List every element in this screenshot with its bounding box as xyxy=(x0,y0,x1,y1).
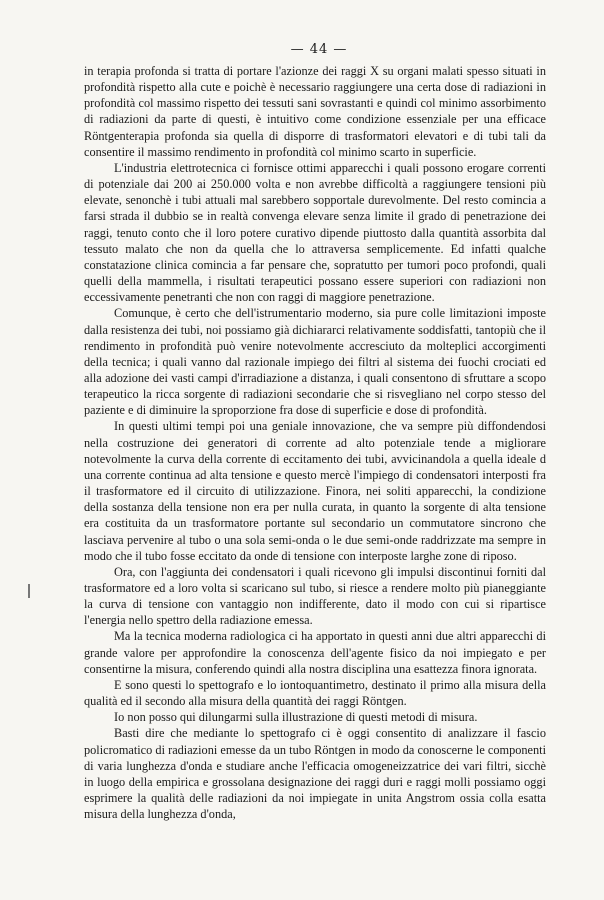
paragraph: Io non posso qui dilungarmi sulla illustrazione di questi metodi di misura. xyxy=(114,710,478,725)
page-number: — 44 — xyxy=(290,42,348,57)
paragraph: Basti dire che mediante lo spettografo ci è oggi consentito di analizzare il fascio policromatico di radiazioni emesse da un tubo Röntgen in modo da conoscerne le componenti di varia lunghezza d'onda e studiare anche l'efficacia omogeneizzatrice dei vari filtri, sicchè in luogo della empirica e grossolana designazione dei raggi duri e raggi molli possiamo oggi esprimere la qualità delle radiazioni da noi impiegate in unita Angstrom ossia colla esatta misura della lunghezza d'onda, xyxy=(84,726,546,822)
body-text xyxy=(84,63,546,822)
paragraph: E sono questi lo spettografo e lo iontoquantimetro, destinato il primo alla misura della qualità ed il secondo alla misura della quantità dei raggi Röntgen. xyxy=(84,677,546,709)
scan-margin-mark xyxy=(28,584,30,598)
paragraph: L'industria elettrotecnica ci fornisce ottimi apparecchi i quali possono erogare correnti di potenziale dai 200 ai 250.000 volta e non avrebbe difficoltà a raggiungere tensioni più elevate, senonchè i tubi attuali mal sarebbero sopportale durevolmente. Del resto comincia a farsi strada il dubbio se in realtà convenga elevare senza limite il grado di penetrazione dei raggi, tenuto conto che il loro potere curativo dipende piuttosto dalla quantità assorbita dal tessuto malato che non da quella che lo attraversa semplicemente. Ed infatti qualche constatazione clinica comincia a far pensare che, sopratutto per tumori poco profondi, quali quelli della mammella, i risultati terapeutici possano essere superiori con radiazioni non eccessivamente penetranti che non con raggi di maggiore penetrazione. xyxy=(84,160,546,305)
paragraph: Ora, con l'aggiunta dei condensatori i quali ricevono gli impulsi discontinui forniti dal trasformatore ed a loro volta si scaricano sul tubo, si riesce a rendere molto più pianeggiante la curva di tensione con vantaggio non indifferente, dato il modo con cui si ripartisce l'energia nello spettro della radiazione emessa. xyxy=(84,564,546,628)
paragraph: Ma la tecnica moderna radiologica ci ha apportato in questi anni due altri apparecchi di grande valore per approfondire la conoscenza dell'agente fisico da noi impiegato e per consentirne la misura, conferendo quindi alla nostra disciplina una esattezza finora ignorata. xyxy=(84,629,546,676)
paragraph: In questi ultimi tempi poi una geniale innovazione, che va sempre più diffondendosi nella costruzione dei generatori di corrente ad alto potenziale tende a migliorare notevolmente la curva della corrente di eccitamento dei tubi, avvicinandola a quella ideale d una corrente continua ad alta tensione e questo mercè l'impiego di condensatori interposti fra il trasformatore ed il circuito di utilizzazione. Finora, nei soliti apparecchi, la condizione della sostanza della tensione non era per nulla curata, in quanto la sorgente di alta tensione era costituita da un trasformatore portante sul secondario un commutatore sincrono che lasciava pervenire al tubo o una sola semi-onda o le due semi-onde raddrizzate ma sempre in modo che il tubo fosse eccitato da onde di tensione con interposte larghe zone di riposo. xyxy=(84,419,546,563)
paragraph: Comunque, è certo che dell'istrumentario moderno, sia pure colle limitazioni imposte dalla resistenza dei tubi, noi possiamo già dichiararci relativamente soddisfatti, tantopiù che il rendimento in profondità può venire notevolmente accresciuto da molteplici accorgimenti della tecnica; i quali vanno dal razionale impiego dei filtri al sistema dei fuochi crociati ed alla adozione dei vasti campi d'irradiazione a distanza, i quali consentono di sfruttare a scopo terapeutico la ricca sorgente di radiazioni secondarie che si risvegliano nel corpo stesso del paziente e di diminuire la sproporzione fra dose di superficie e dose di profondità. xyxy=(84,306,546,418)
paragraph: in terapia profonda si tratta di portare l'azionze dei raggi X su organi malati spesso situati in profondità rispetto alla cute e poichè è necessario raggiungere una certa dose di radiazioni in profondità col massimo rispetto dei tessuti sani sovrastanti e quindi col minimo assorbimento di radiazioni da parte di questi, è intuitivo come condizione essenziale per una efficace Röntgenterapia profonda sia quella di disporre di trasformatori elevatori e di tubi tali da consentire il massimo rendimento in profondità col minimo scarto in superficie. xyxy=(84,64,546,159)
